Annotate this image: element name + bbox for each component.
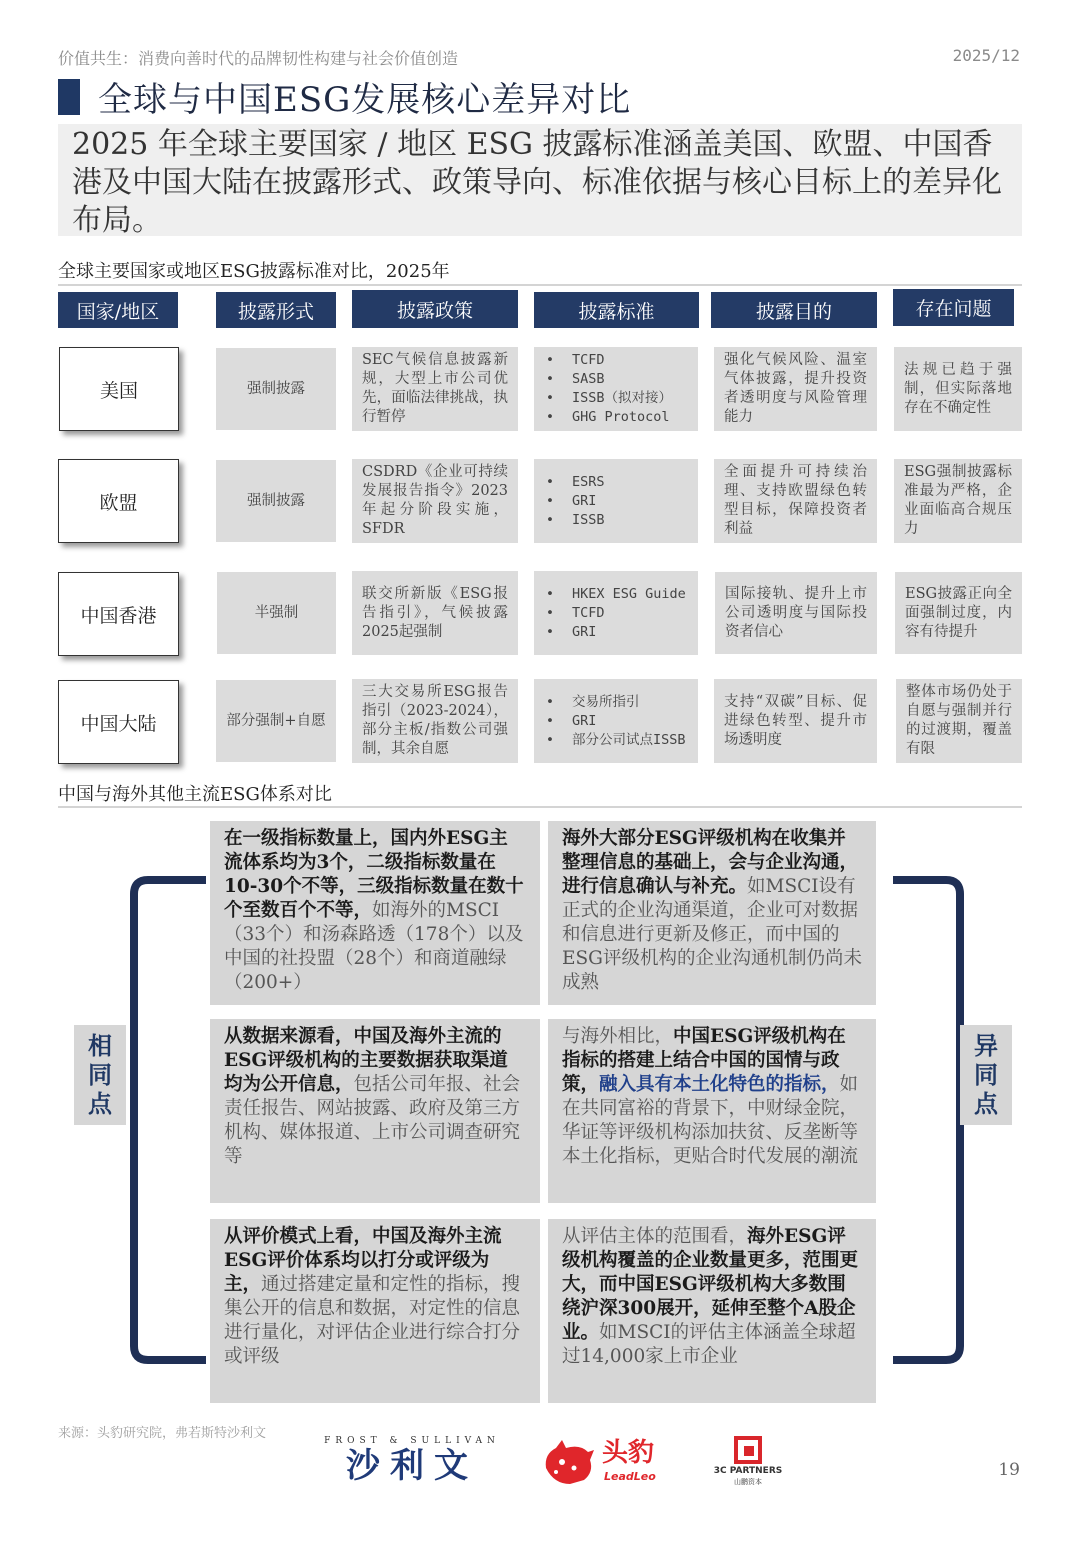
cell-purpose: 全面提升可持续治理、支持欧盟绿色转型目标，保障投资者利益 [714,459,877,543]
cell-purpose: 支持“双碳”目标、促进绿色转型、提升市场透明度 [714,679,877,763]
label-similarities-text: 相同点 [88,1031,112,1118]
standard-item: • TCFD [546,604,686,623]
standard-item: • GRI [546,712,686,731]
similarity-item [210,821,540,1005]
cell-policy: 联交所新版《ESG报告指引》，气候披露2025起强制 [352,571,518,655]
right-bracket [893,880,960,1360]
difference-item [548,1019,876,1203]
cell-standards [534,571,698,655]
standard-item: • ESRS [546,473,605,492]
frost-sullivan-logo-top: FROST & SULLIVAN [324,1436,500,1446]
difference-pre: 从评估主体的范围看， [562,1226,748,1247]
region-eu: 欧盟 [58,459,179,543]
cell-issue: ESG披露正向全面强制过度，内容有待提升 [895,572,1022,654]
standard-item: • 交易所指引 [546,693,686,712]
report-title: 价值共生：消费向善时代的品牌韧性构建与社会价值创造 [58,49,459,68]
cell-standards [534,679,698,763]
similarity-bold: 从评价模式上看，中国及海外主流ESG评价体系均以打分或评级为主， [224,1226,502,1295]
standards-list [544,693,686,750]
region-mainland: 中国大陆 [58,680,179,764]
left-bracket [134,880,206,1360]
section-divider [58,806,1022,808]
similarity-item [210,1219,540,1403]
standards-list [544,473,605,530]
difference-bold: 海外大部分ESG评级机构在收集并整理信息的基础上，会与企业沟通，进行信息确认与补充。 [562,828,859,897]
header-policy: 披露政策 [352,290,518,328]
leopard-icon [540,1438,596,1486]
cell-policy: CSDRD《企业可持续发展报告指令》2023年起分阶段实施，SFDR [352,459,518,543]
similarity-bold: 从数据来源看，中国及海外主流的ESG评级机构的主要数据获取渠道均为公开信息， [224,1026,508,1095]
standard-item: • ISSB（拟对接） [546,389,672,408]
cell-purpose: 强化气候风险、温室气体披露，提升投资者透明度与风险管理能力 [714,347,877,431]
difference-bold: 中国ESG评级机构在指标的搭建上结合中国的国情与政策， [562,1026,846,1095]
3c-partners-icon [734,1436,762,1464]
leadleo-logo-en: LeadLeo [604,1470,656,1483]
title-accent-bar [58,79,80,115]
region-hk: 中国香港 [58,572,179,656]
similarity-text: 通过搭建定量和定性的指标，搜集公开的信息和数据，对定性的信息进行量化，对评估企业进行综合打分或评级 [224,1274,521,1367]
page-title: 全球与中国ESG发展核心差异对比 [98,80,632,120]
section-divider [58,284,1022,286]
difference-item [548,1219,876,1403]
similarity-text: 如海外的MSCI（33个）和汤森路透（178个）以及中国的社投盟（28个）和商道融绿（200+） [224,900,524,993]
frost-sullivan-logo [312,1436,512,1492]
3c-partners-logo [708,1436,788,1488]
summary-box: 2025 年全球主要国家 / 地区 ESG 披露标准涵盖美国、欧盟、中国香港及中国大陆在披露形式、政策导向、标准依据与核心目标上的差异化布局。 [58,124,1022,236]
cell-form: 强制披露 [216,460,336,542]
frost-sullivan-logo-main: 沙利文 [346,1446,478,1486]
difference-item [548,821,876,1005]
difference-text: 如在共同富裕的背景下，中财绿金院，华证等评级机构添加扶贫、反垄断等本土化指标，更贴合时代发展的潮流 [562,1074,859,1167]
standard-item: • HKEX ESG Guide [546,585,686,604]
difference-highlight: 融入具有本土化特色的指标， [599,1074,840,1095]
standard-item: • GRI [546,623,686,642]
standards-list [544,351,672,427]
standards-list [544,585,686,642]
cell-form: 强制披露 [216,348,336,430]
header-form: 披露形式 [216,292,336,328]
cell-issue: 整体市场仍处于自愿与强制并行的过渡期，覆盖有限 [896,679,1022,763]
cell-policy: SEC气候信息披露新规，大型上市公司优先，面临法律挑战，执行暂停 [352,347,518,431]
similarity-bold: 在一级指标数量上，国内外ESG主流体系均为3个，二级指标数量在10-30个不等，三级指标数量在数十个至数百个不等， [224,828,524,921]
standard-item: • GHG Protocol [546,408,672,427]
header-issue: 存在问题 [893,289,1014,326]
cell-issue: ESG强制披露标准最为严格，企业面临高合规压力 [894,459,1022,543]
standard-item: • SASB [546,370,672,389]
standard-item: • 部分公司试点ISSB [546,731,686,750]
header-region: 国家/地区 [58,292,178,328]
cell-purpose: 国际接轨、提升上市公司透明度与国际投资者信心 [715,572,877,654]
similarity-text: 包括公司年报、社会责任报告、网站披露、政府及第三方机构、媒体报道、上市公司调查研究等 [224,1074,521,1167]
page-number: 19 [998,1460,1020,1480]
standard-item: • TCFD [546,351,672,370]
difference-text: 如MSCI设有正式的企业沟通渠道，企业可对数据和信息进行更新及修正，而中国的ESG评级机构的企业沟通机制仍尚未成熟 [562,876,862,993]
difference-pre: 与海外相比， [562,1026,674,1047]
cell-form: 部分强制+自愿 [216,680,336,762]
cell-form: 半强制 [217,572,336,654]
cell-policy: 三大交易所ESG报告指引（2023-2024），部分主板/指数公司强制，其余自愿 [352,679,518,763]
label-differences-text: 异同点 [974,1031,998,1118]
header-purpose: 披露目的 [711,292,877,328]
3c-partners-logo-cn: 山鹏资本 [734,1478,762,1486]
source-note: 来源：头豹研究院，弗若斯特沙利文 [58,1426,267,1441]
difference-text: 如MSCI的评估主体涵盖全球超过14,000家上市企业 [562,1322,856,1367]
comparison-section-title: 中国与海外其他主流ESG体系对比 [58,784,332,805]
cell-standards [534,459,698,543]
difference-bold: 海外ESG评级机构覆盖的企业数量更多，范围更大，而中国ESG评级机构大多数围绕沪深300展开，延伸至整个A股企业。 [562,1226,859,1343]
report-date: 2025/12 [952,46,1020,65]
similarity-item [210,1019,540,1203]
label-similarities [74,1025,126,1125]
header-standards: 披露标准 [534,292,699,328]
region-us: 美国 [59,347,179,431]
label-differences [960,1025,1012,1125]
standard-item: • ISSB [546,511,605,530]
cell-issue: 法规已趋于强制，但实际落地存在不确定性 [894,347,1022,431]
cell-standards [534,347,698,431]
leadleo-logo [540,1438,670,1488]
3c-partners-logo-en: 3C PARTNERS [713,1466,783,1476]
table-section-title: 全球主要国家或地区ESG披露标准对比，2025年 [58,261,450,282]
leadleo-logo-cn: 头豹 [602,1438,655,1468]
standard-item: • GRI [546,492,605,511]
